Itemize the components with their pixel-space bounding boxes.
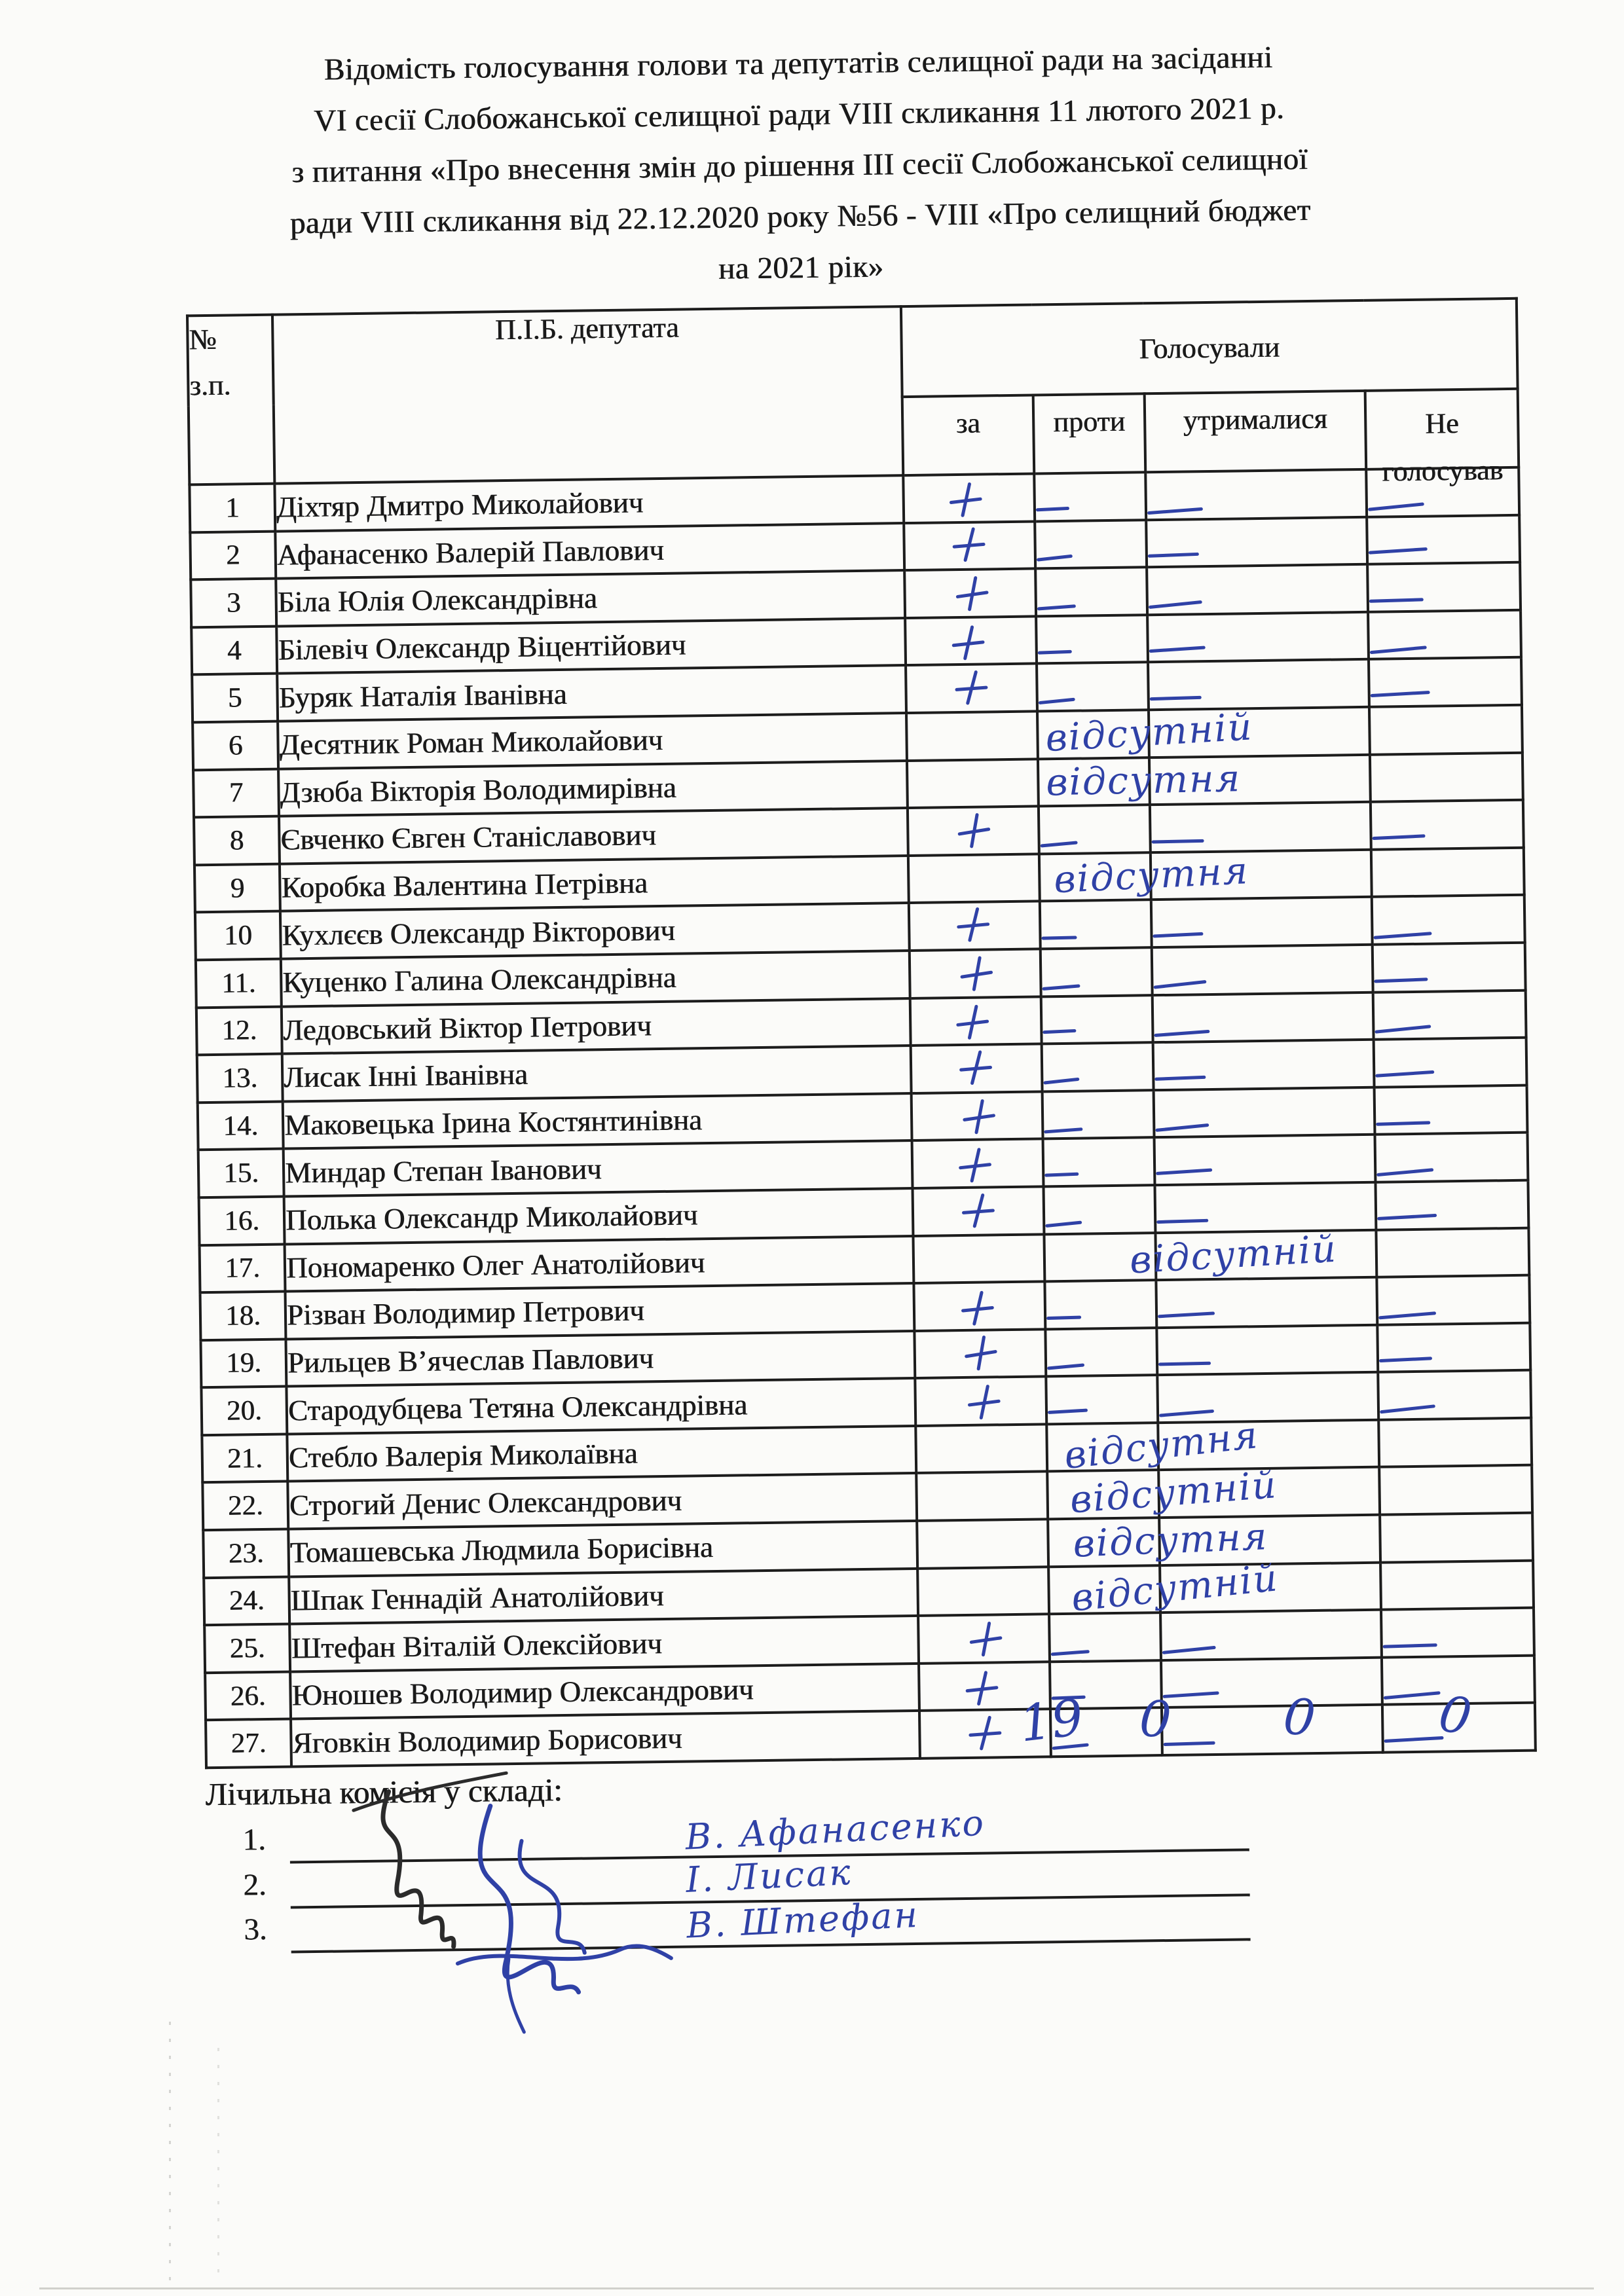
row-number: 6: [193, 721, 278, 770]
vote-dash-mark: [1376, 1121, 1430, 1126]
vote-dash-mark: [1039, 698, 1075, 705]
row-number: 17.: [200, 1244, 286, 1292]
table-body: [189, 467, 1536, 1768]
total-ne-holosuvav: 0: [1435, 1683, 1476, 1747]
cell-za: [914, 1329, 1046, 1378]
absent-note: відсутній: [1068, 1463, 1279, 1522]
header-proty: проти: [1033, 393, 1146, 473]
cell-proty: [1034, 472, 1146, 521]
total-utrymalysia: 0: [1281, 1686, 1318, 1748]
vote-plus-mark: [951, 625, 984, 660]
header-utrymalysia: утрималися: [1145, 391, 1367, 472]
vote-dash-mark: [1380, 1404, 1435, 1413]
vote-dash-mark: [1152, 839, 1204, 844]
vote-dash-mark: [1038, 649, 1072, 654]
row-number: 24.: [204, 1576, 289, 1625]
deputy-name: Полька Олександр Миколайович: [284, 1188, 913, 1244]
cell-za: [917, 1519, 1048, 1568]
cell-utrymalysia: [1150, 802, 1371, 852]
cell-proty: [1035, 520, 1147, 569]
row-number: 14.: [198, 1101, 284, 1150]
cell-ne-holosuvav: [1369, 705, 1522, 755]
deputy-name: Білевіч Олександр Віцентійович: [276, 618, 906, 674]
cell-utrymalysia: [1147, 564, 1368, 615]
cell-utrymalysia: [1151, 897, 1373, 947]
cell-utrymalysia: [1154, 1135, 1376, 1185]
member-number: 2.: [243, 1867, 267, 1902]
cell-ne-holosuvav: [1376, 1275, 1530, 1325]
member-signature-name: В. Штефан: [685, 1893, 921, 1946]
voting-table: [186, 297, 1537, 1769]
cell-proty: [1046, 1375, 1158, 1424]
deputy-name: Коробка Валентина Петрівна: [280, 856, 909, 911]
cell-za: [913, 1234, 1044, 1283]
cell-ne-holosuvav: [1379, 1465, 1532, 1515]
row-number: 25.: [204, 1624, 290, 1673]
vote-plus-mark: [956, 1004, 989, 1040]
cell-proty: [1048, 1515, 1269, 1567]
cell-proty: [1042, 1042, 1154, 1091]
cell-proty: [1035, 567, 1147, 616]
cell-proty: [1037, 663, 1149, 712]
row-number: 1: [189, 484, 275, 532]
member-number: 1.: [242, 1823, 267, 1857]
vote-dash-mark: [1037, 604, 1076, 610]
row-number: 27.: [206, 1719, 291, 1768]
cell-ne-holosuvav: [1375, 1133, 1528, 1182]
cell-utrymalysia: [1153, 992, 1374, 1042]
deputy-name: Пономаренко Олег Анатолійович: [285, 1235, 914, 1291]
vote-dash-mark: [1150, 696, 1202, 701]
cell-za: [906, 664, 1037, 713]
title-line: VI сесії Слобожанської селищної ради VIII скликання 11 лютого 2021 р.: [313, 91, 1285, 138]
vote-plus-mark: [961, 1290, 994, 1326]
deputy-name: Миндар Степан Іванович: [284, 1140, 913, 1196]
commission-section: [205, 1760, 1363, 2168]
cell-za: [910, 996, 1042, 1046]
vote-dash-mark: [1377, 1214, 1437, 1220]
cell-proty: [1045, 1328, 1157, 1377]
row-number: 16.: [199, 1196, 285, 1245]
vote-plus-mark: [961, 1192, 995, 1229]
cell-za: [906, 711, 1038, 760]
cell-ne-holosuvav: [1376, 1228, 1529, 1277]
vote-dash-mark: [1374, 977, 1428, 983]
total-proty: 0: [1137, 1688, 1173, 1749]
title-line: Відомість голосування голови та депутатів селищної ради на засіданні: [323, 40, 1273, 87]
vote-plus-mark: [952, 527, 986, 563]
vote-dash-mark: [1376, 1168, 1433, 1176]
deputy-name: Маковецька Ірина Костянтинівна: [283, 1093, 912, 1149]
header-num: [187, 315, 274, 485]
vote-dash-mark: [1041, 841, 1078, 847]
cell-utrymalysia: [1147, 612, 1369, 663]
vote-dash-mark: [1372, 834, 1425, 840]
deputy-name: Різван Володимир Петрович: [285, 1283, 914, 1339]
cell-utrymalysia: [1160, 1610, 1382, 1660]
cell-za: [913, 1186, 1044, 1235]
cell-ne-holosuvav: [1375, 1180, 1528, 1230]
cell-za: [912, 1091, 1043, 1140]
commission-label: Лічильна комісія у складі:: [205, 1772, 563, 1813]
row-number: 4: [191, 626, 277, 674]
row-number: 20.: [201, 1387, 287, 1435]
cell-utrymalysia: [1152, 945, 1373, 995]
vote-dash-mark: [1044, 1173, 1079, 1177]
row-number: 12.: [196, 1006, 282, 1055]
cell-utrymalysia: [1156, 1277, 1377, 1328]
vote-plus-mark: [959, 1148, 991, 1183]
deputy-name: Десятник Роман Миколайович: [278, 713, 907, 769]
header-deputy-name: П.І.Б. депутата: [272, 306, 903, 484]
vote-dash-mark: [1041, 936, 1077, 940]
cell-ne-holosuvav: [1373, 943, 1526, 993]
row-number: 10: [195, 911, 281, 960]
deputy-name: Штефан Віталій Олексійович: [289, 1616, 919, 1671]
deputy-name: Стебло Валерія Миколаївна: [287, 1426, 916, 1482]
header-voted-group: Голосували: [901, 299, 1518, 397]
cell-ne-holosuvav: [1372, 895, 1525, 945]
vote-dash-mark: [1154, 1030, 1209, 1037]
row-number: 8: [194, 816, 280, 865]
cell-za: [908, 807, 1039, 856]
cell-utrymalysia: [1148, 659, 1369, 710]
vote-dash-mark: [1369, 598, 1424, 603]
absent-note: відсутня: [1052, 848, 1250, 902]
cell-utrymalysia: [1156, 1324, 1378, 1375]
cell-ne-holosuvav: [1380, 1560, 1534, 1610]
cell-za: [918, 1614, 1050, 1664]
vote-dash-mark: [1042, 984, 1080, 991]
deputy-name: Біла Юлія Олександрівна: [276, 570, 905, 626]
row-number: 26.: [205, 1671, 291, 1720]
cell-utrymalysia: [1154, 1182, 1376, 1233]
deputy-name: Томашевська Людмила Борисівна: [288, 1521, 917, 1576]
cell-proty: [1041, 947, 1153, 996]
deputy-name: Строгий Денис Олександрович: [287, 1473, 917, 1529]
deputy-name: Шпак Геннадій Анатолійович: [289, 1569, 918, 1624]
vote-dash-mark: [1154, 1076, 1206, 1081]
row-number: 15.: [198, 1149, 284, 1197]
cell-ne-holosuvav: [1367, 515, 1520, 564]
cell-proty: [1039, 848, 1250, 902]
vote-plus-mark: [969, 1621, 1003, 1658]
cell-proty: [1044, 1185, 1156, 1234]
vote-dash-mark: [1147, 507, 1203, 515]
cell-za: [912, 1139, 1044, 1188]
row-number: 19.: [200, 1339, 286, 1387]
row-number: 13.: [197, 1054, 283, 1102]
absent-note: відсутній: [1069, 1556, 1281, 1620]
vote-dash-mark: [1373, 932, 1431, 939]
cell-ne-holosuvav: [1381, 1608, 1534, 1658]
cell-za: [913, 1281, 1045, 1330]
cell-ne-holosuvav: [1373, 990, 1526, 1040]
vote-dash-mark: [1051, 1650, 1090, 1656]
vote-plus-mark: [963, 1335, 998, 1372]
row-number: 7: [193, 769, 279, 817]
vote-dash-mark: [1044, 1127, 1082, 1133]
cell-za: [917, 1567, 1049, 1616]
member-signature-name: В. Афанасенко: [684, 1802, 987, 1858]
vote-dash-mark: [1379, 1357, 1432, 1363]
cell-ne-holosuvav: [1371, 800, 1524, 850]
cell-za: [907, 759, 1039, 808]
vote-dash-mark: [1036, 507, 1069, 511]
deputy-name: Діхтяр Дмитро Миколайович: [274, 475, 904, 531]
vote-dash-mark: [1048, 1409, 1088, 1414]
vote-dash-mark: [1149, 646, 1206, 653]
cell-ne-holosuvav: [1367, 562, 1521, 612]
cell-za: [903, 473, 1035, 522]
cell-ne-holosuvav: [1378, 1370, 1531, 1420]
cell-ne-holosuvav: [1377, 1322, 1530, 1372]
cell-ne-holosuvav: [1380, 1513, 1533, 1563]
deputy-name: Дзюба Вікторія Володимирівна: [278, 761, 908, 816]
absent-note: відсутня: [1061, 1413, 1261, 1478]
cell-ne-holosuvav: [1375, 1085, 1528, 1135]
header-num-line2: з.п.: [189, 369, 231, 402]
cell-za: [904, 569, 1036, 618]
row-number: 22.: [202, 1482, 288, 1530]
deputy-name: Афанасенко Валерій Павлович: [275, 523, 904, 579]
cell-ne-holosuvav: [1369, 657, 1522, 707]
vote-dash-mark: [1375, 1025, 1431, 1034]
deputy-name: Лисак Інні Іванівна: [282, 1046, 912, 1101]
vote-dash-mark: [1037, 555, 1073, 562]
vote-dash-mark: [1370, 646, 1427, 654]
header-ne-line1: Не: [1424, 407, 1459, 440]
vote-plus-mark: [957, 907, 990, 943]
vote-dash-mark: [1375, 1070, 1434, 1078]
cell-proty: [1040, 900, 1152, 949]
vote-dash-mark: [1158, 1311, 1215, 1318]
vote-dash-mark: [1368, 502, 1424, 511]
cell-proty: [1043, 1137, 1155, 1186]
vote-dash-mark: [1047, 1364, 1084, 1370]
document-title: [150, 29, 1450, 302]
vote-plus-mark: [959, 1049, 993, 1085]
deputy-name: Рильцев В’ячеслав Павлович: [286, 1331, 915, 1387]
cell-ne-holosuvav: [1378, 1418, 1532, 1468]
vote-dash-mark: [1046, 1315, 1081, 1320]
member-number: 3.: [243, 1912, 267, 1947]
cell-utrymalysia: [1154, 1087, 1375, 1137]
vote-dash-mark: [1383, 1643, 1437, 1649]
row-number: 21.: [202, 1434, 287, 1482]
cell-ne-holosuvav: [1371, 847, 1524, 897]
cell-proty: [1039, 805, 1151, 854]
absent-note: відсутня: [1045, 756, 1242, 805]
cell-za: [909, 902, 1041, 951]
title-line: з питання «Про внесення змін до рішення ІІІ сесії Слобожанської селищної: [291, 141, 1308, 190]
row-number: 9: [194, 864, 280, 912]
deputy-name: Ледовський Віктор Петрович: [282, 998, 911, 1054]
deputy-name: Євченко Євген Станіславович: [279, 808, 908, 864]
vote-dash-mark: [1153, 980, 1206, 989]
vote-dash-mark: [1378, 1311, 1436, 1319]
cell-za: [908, 854, 1040, 903]
cell-ne-holosuvav: [1374, 1038, 1527, 1087]
vote-dash-mark: [1153, 932, 1203, 938]
cell-utrymalysia: [1146, 517, 1367, 567]
vote-dash-mark: [1158, 1362, 1211, 1366]
cell-proty: [1037, 705, 1255, 761]
absent-note: відсутній: [1128, 1227, 1338, 1283]
cell-za: [904, 521, 1035, 570]
member-signature-name: І. Лисак: [684, 1851, 853, 1901]
deputy-name: Куценко Галина Олександрівна: [281, 951, 910, 1006]
cell-utrymalysia: [1145, 469, 1367, 520]
cell-proty: [1044, 1280, 1156, 1329]
cell-proty: [1049, 1613, 1161, 1662]
cell-za: [910, 949, 1041, 998]
vote-dash-mark: [1156, 1218, 1208, 1223]
deputy-name: Яговкін Володимир Борисович: [291, 1711, 920, 1766]
cell-proty: [1044, 1227, 1338, 1283]
deputy-name: Юношев Володимир Олександрович: [290, 1664, 919, 1719]
row-number: 5: [192, 674, 278, 722]
scan-noise: [217, 2048, 219, 2277]
absent-note: відсутня: [1072, 1515, 1269, 1566]
vote-plus-mark: [962, 1098, 996, 1135]
cell-ne-holosuvav: [1368, 610, 1521, 660]
cell-za: [915, 1424, 1047, 1473]
row-number: 23.: [203, 1529, 289, 1578]
header-ne-line2: голосував: [1382, 454, 1504, 488]
row-number: 18.: [200, 1292, 286, 1340]
header-ne-holosuvav: [1365, 389, 1519, 488]
vote-dash-mark: [1162, 1646, 1216, 1654]
cell-proty: [1041, 995, 1153, 1044]
header-za: за: [902, 395, 1035, 475]
total-za: 19: [1016, 1687, 1086, 1753]
vote-dash-mark: [1155, 1123, 1209, 1131]
vote-dash-mark: [1045, 1220, 1082, 1228]
scan-noise: [169, 2022, 171, 2284]
vote-plus-mark: [959, 955, 994, 992]
absent-note: відсутній: [1044, 705, 1255, 761]
cell-utrymalysia: [1153, 1040, 1375, 1090]
cell-za: [915, 1377, 1046, 1426]
row-number: 3: [191, 579, 276, 627]
deputy-name: Стародубцева Тетяна Олександрівна: [286, 1378, 915, 1434]
row-number: 2: [190, 531, 276, 579]
header-num-line1: №: [189, 323, 217, 356]
vote-plus-mark: [957, 812, 991, 849]
vote-plus-mark: [949, 482, 982, 518]
cell-ne-holosuvav: [1370, 752, 1523, 802]
row-number: 11.: [196, 959, 282, 1008]
cell-proty: [1046, 1413, 1261, 1478]
vote-dash-mark: [1148, 553, 1199, 558]
deputy-name: Буряк Наталія Іванівна: [277, 665, 906, 721]
vote-dash-mark: [1043, 1078, 1079, 1085]
cell-za: [905, 616, 1037, 665]
header-ne-wrap: [1367, 399, 1518, 496]
title-line: ради VIII скликання від 22.12.2020 року №56 - VIII «Про селищний бюджет: [289, 192, 1311, 241]
vote-dash-mark: [1043, 1029, 1076, 1034]
cell-proty: [1047, 1463, 1279, 1522]
cell-proty: [1036, 615, 1148, 664]
cell-utrymalysia: [1157, 1372, 1378, 1423]
cell-proty: [1038, 756, 1242, 807]
vote-dash-mark: [1369, 547, 1428, 555]
vote-dash-mark: [1159, 1410, 1214, 1417]
vote-dash-mark: [1156, 1169, 1212, 1176]
vote-plus-mark: [955, 575, 989, 612]
vote-plus-mark: [955, 670, 989, 706]
vote-plus-mark: [967, 1384, 1001, 1420]
scan-edge-line: [39, 2287, 1594, 2289]
cell-za: [911, 1044, 1043, 1093]
title-line: на 2021 рік»: [718, 249, 884, 286]
vote-dash-mark: [1149, 600, 1202, 609]
table-header: [187, 299, 1519, 488]
cell-za: [916, 1472, 1048, 1521]
vote-dash-mark: [1371, 691, 1430, 697]
cell-proty: [1043, 1090, 1154, 1139]
deputy-name: Кухлєєв Олександр Вікторович: [280, 903, 910, 958]
cell-proty: [1048, 1556, 1281, 1620]
